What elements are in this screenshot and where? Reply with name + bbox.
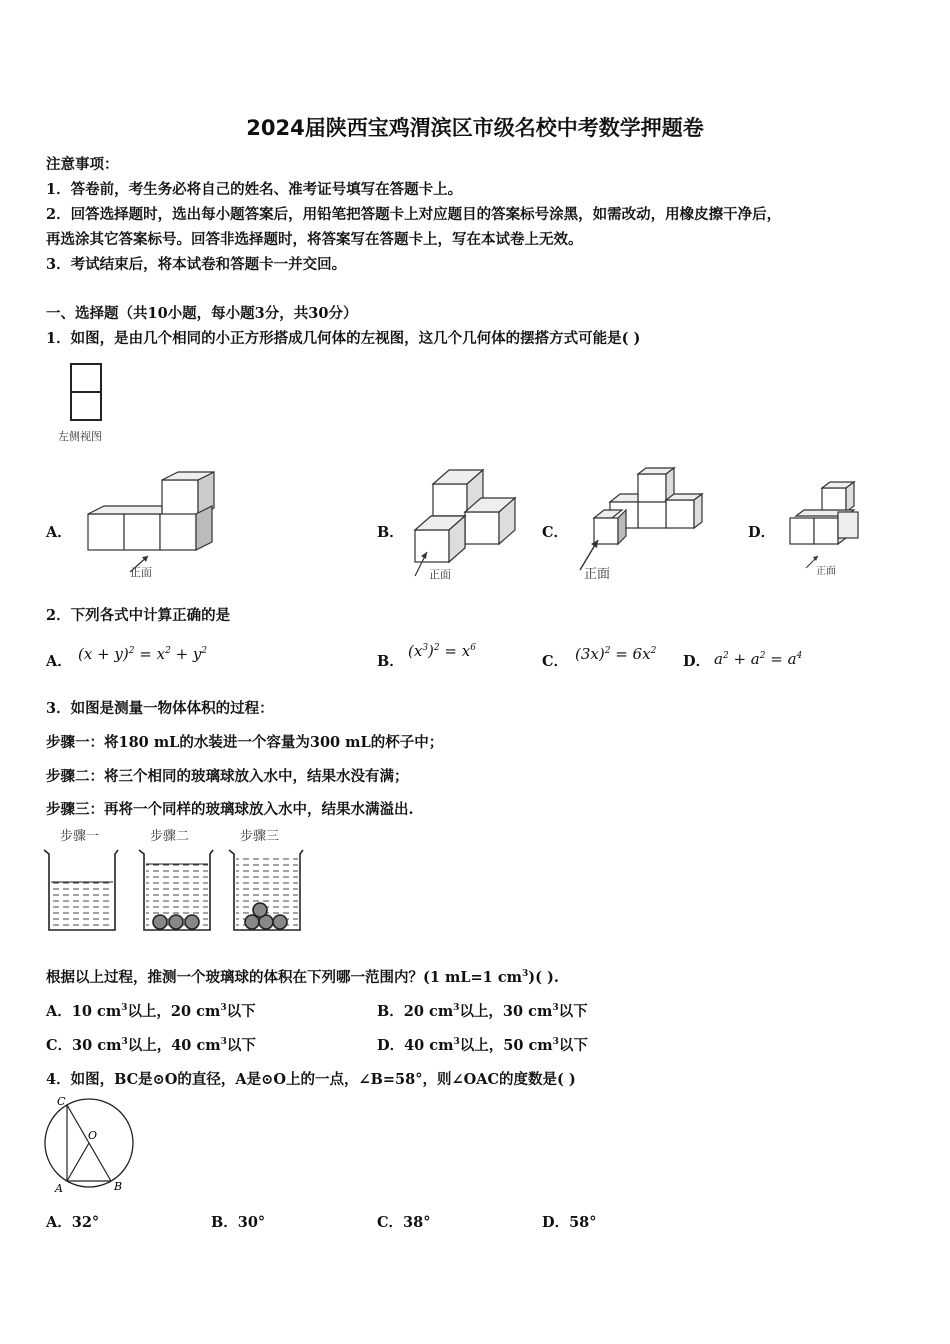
q1-option-d-figure: [784, 476, 874, 580]
notice-item-3: 3．考试结束后，将本试卷和答题卡一并交回。: [46, 256, 347, 273]
point-c-label: C: [57, 1095, 66, 1108]
q1-option-d-label: D．: [748, 524, 776, 541]
notice-item-2: 2．回答选择题时，选出每小题答案后，用铅笔把答题卡上对应题目的答案标号涂黑，如需改动，用橡皮擦干净后，: [46, 206, 782, 223]
q4-option-b: B．30°: [211, 1214, 266, 1231]
page-title: 2024届陕西宝鸡渭滨区市级名校中考数学押题卷: [246, 116, 704, 140]
beaker-3: [229, 850, 303, 930]
q3-stem: 3．如图是测量一物体体积的过程：: [46, 700, 274, 717]
q3-option-c: C．30 $cm^3$以上，40 $cm^3$以下: [46, 1037, 256, 1054]
q1-d-front-caption: 正面: [816, 566, 836, 577]
beaker-1-label: 步骤一: [60, 829, 100, 844]
q3-option-b: B．20 $cm^3$以上，30 $cm^3$以下: [377, 1003, 588, 1020]
q2-stem: 2．下列各式中计算正确的是: [46, 607, 231, 624]
beaker-3-label: 步骤三: [240, 829, 280, 844]
section-heading: 一、选择题（共10小题，每小题3分，共30分）: [46, 305, 358, 322]
q1-option-c-label: C．: [542, 524, 569, 541]
q2-option-c-label: C．: [542, 653, 569, 670]
q2-option-b-label: B．: [377, 653, 404, 670]
q3-question: 根据以上过程，推测一个玻璃球的体积在下列哪一范围内？(1 mL=1 $cm^3$)( ).: [46, 969, 559, 986]
notice-heading: 注意事项：: [46, 156, 119, 173]
q3-option-a: A．10 $cm^3$以上，20 $cm^3$以下: [46, 1003, 256, 1020]
beaker-2-label: 步骤二: [150, 829, 190, 844]
beaker-1: [44, 850, 118, 930]
q4-option-c: C．38°: [377, 1214, 431, 1231]
q2-option-a-label: A．: [46, 653, 72, 670]
q2-option-d-label: D．: [683, 653, 711, 670]
q1-option-b-label: B．: [377, 524, 404, 541]
point-o-label: O: [88, 1129, 98, 1142]
q4-option-d: D．58°: [542, 1214, 597, 1231]
point-b-label: B: [114, 1180, 123, 1193]
q1-side-view-caption: 左侧视图: [58, 430, 102, 443]
q1-stem: 1．如图，是由几个相同的小正方形搭成几何体的左视图，这几个几何体的摆搭方式可能是( ): [46, 330, 641, 347]
q1-option-c-figure: [570, 466, 710, 582]
q3-step-3: 步骤三：再将一个同样的玻璃球放入水中，结果水满溢出.: [46, 801, 414, 818]
q3-step-2: 步骤二：将三个相同的玻璃球放入水中，结果水没有满；: [46, 768, 409, 785]
q2-option-d-expression: $a^2 + a^2 = a^4$: [714, 650, 803, 668]
point-a-label: A: [55, 1182, 63, 1195]
q3-option-d: D．40 $cm^3$以上，50 $cm^3$以下: [377, 1037, 588, 1054]
q4-stem: 4．如图，BC是⊙O的直径，A是⊙O上的一点，∠B=58°，则∠OAC的度数是( ): [46, 1071, 576, 1088]
q1-b-front-caption: 正面: [429, 568, 451, 581]
q4-circle-figure: [40, 1094, 144, 1198]
q3-beakers-figure: [42, 826, 312, 936]
notice-item-1: 1．答卷前，考生务必将自己的姓名、准考证号填写在答题卡上。: [46, 181, 463, 198]
q3-step-1: 步骤一：将180 mL的水装进一个容量为300 mL的杯子中；: [46, 734, 444, 751]
q4-option-a: A．32°: [46, 1214, 100, 1231]
q1-a-front-caption: 正面: [130, 566, 152, 579]
q1-c-front-caption: 正面: [584, 567, 611, 582]
notice-item-2-cont: 再选涂其它答案标号。回答非选择题时，将答案写在答题卡上，写在本试卷上无效。: [46, 231, 583, 248]
q1-option-a-figure: [82, 470, 222, 580]
q1-side-view-figure: [55, 360, 135, 448]
q2-option-a-expression: $(x + y)^2 = x^2 + y^2$: [78, 645, 208, 663]
q2-option-b-expression: $(x^3)^2 = x^6$: [408, 642, 476, 660]
beaker-2: [139, 850, 213, 930]
q1-option-a-label: A．: [46, 524, 72, 541]
q1-option-b-figure: [405, 466, 525, 582]
q2-option-c-expression: $(3x)^2 = 6x^2$: [575, 645, 657, 663]
